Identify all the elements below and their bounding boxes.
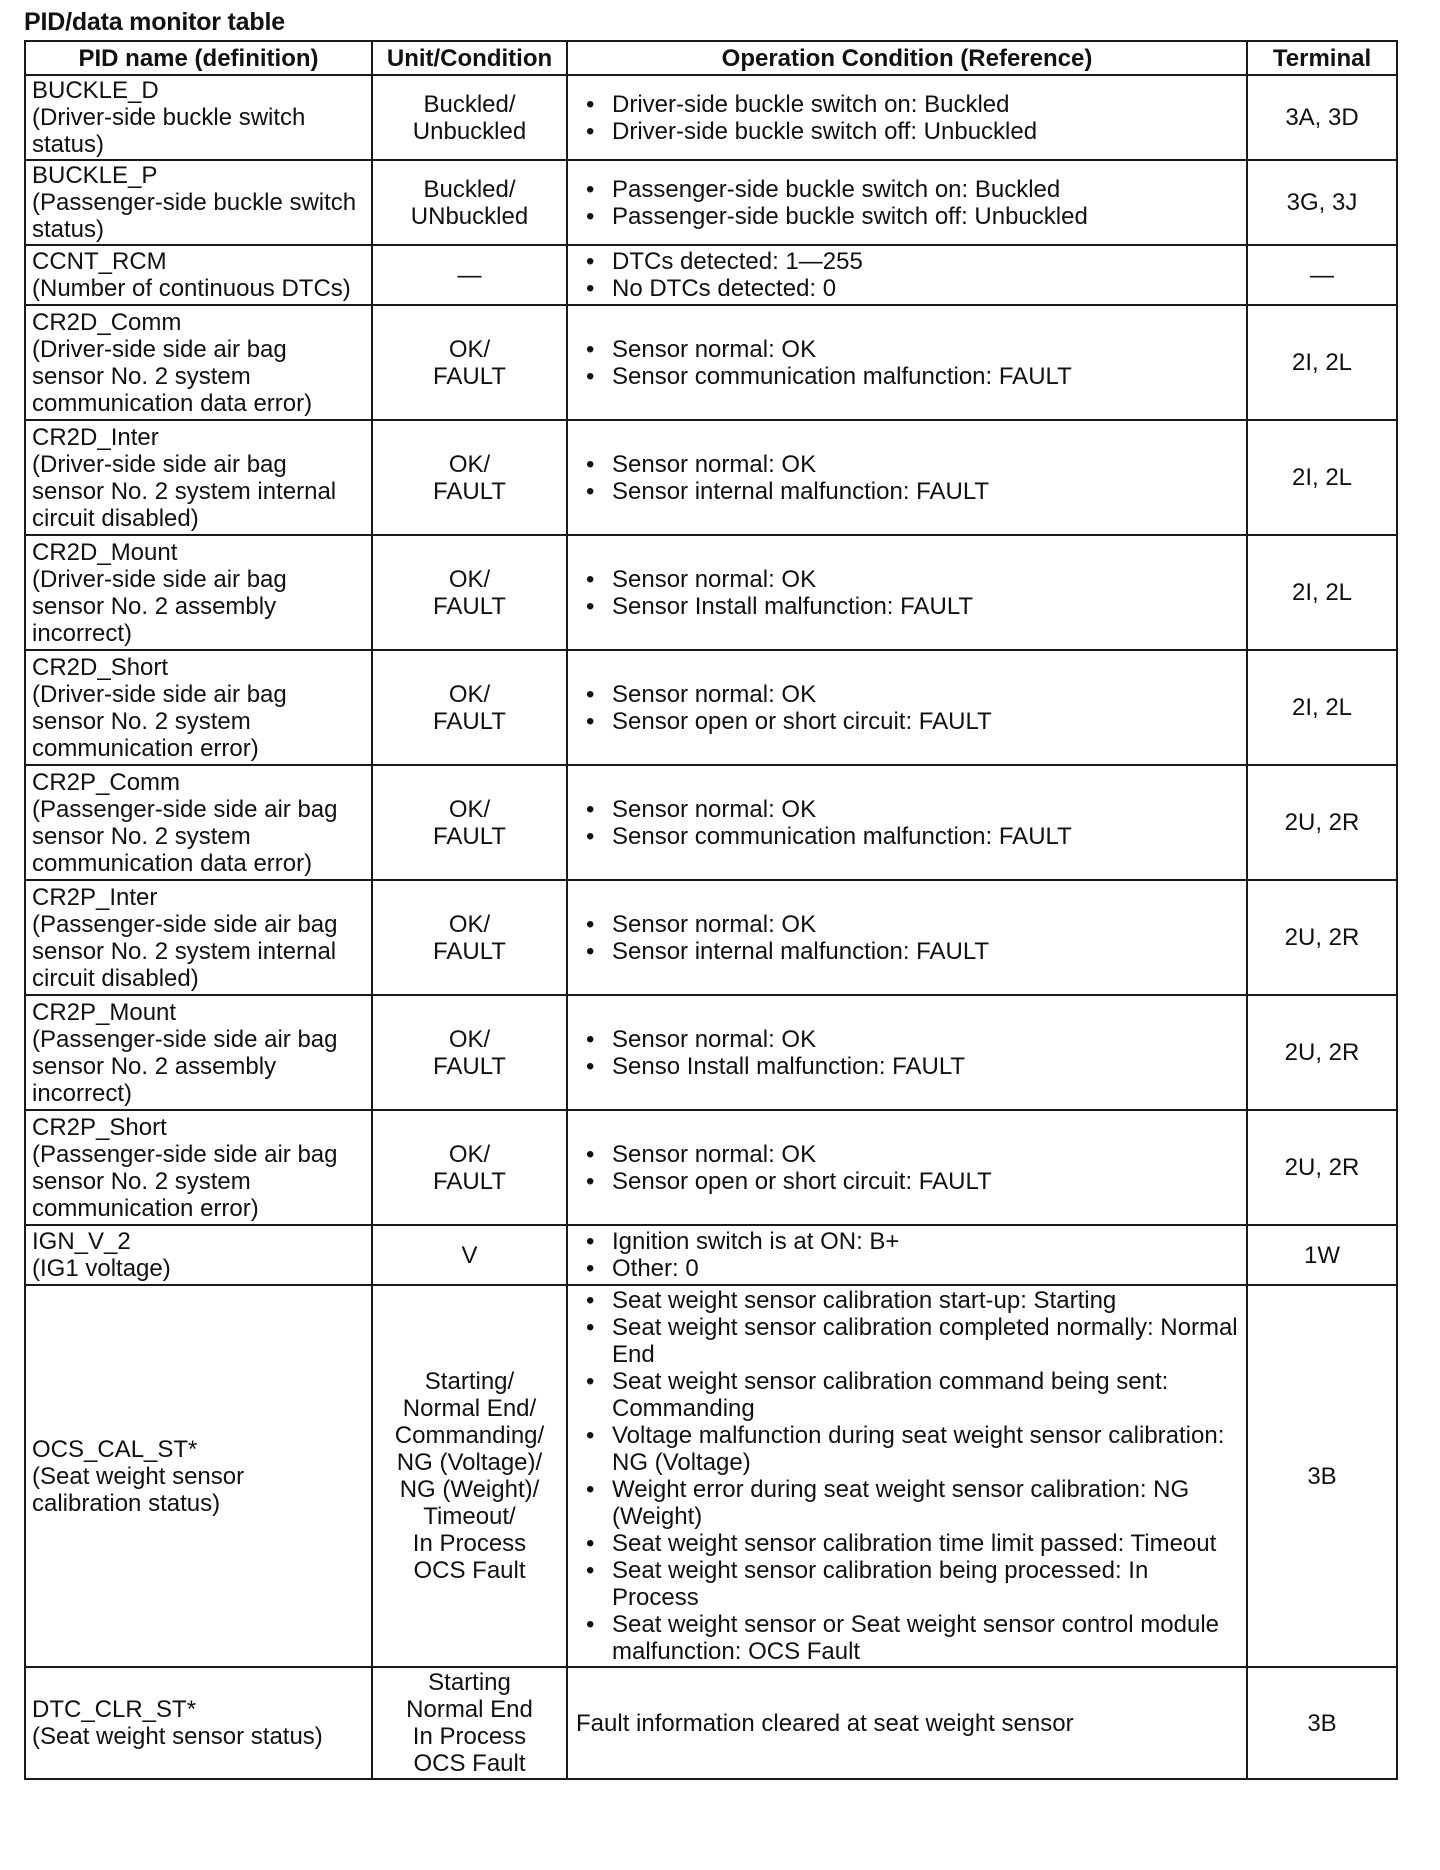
operation-cell <box>567 245 1247 305</box>
table-row <box>25 650 1397 765</box>
condition-item: • Passenger-side buckle switch off: Unbuckled <box>580 203 1240 230</box>
pid-definition: sensor No. 2 system <box>32 707 251 735</box>
terminal-cell: 1W <box>1247 1225 1397 1285</box>
terminal-cell: 2I, 2L <box>1247 305 1397 420</box>
operation-cell <box>567 535 1247 650</box>
terminal-cell: — <box>1247 245 1397 305</box>
pid-definition: status) <box>32 131 105 158</box>
pid-definition: (Driver-side buckle switch <box>32 104 306 131</box>
pid-cell <box>25 880 372 995</box>
operation-cell <box>567 650 1247 765</box>
condition-item: • Sensor open or short circuit: FAULT <box>580 1168 1240 1195</box>
unit-cell: OK/ FAULT <box>372 650 567 765</box>
pid-definition: communication error) <box>32 1194 259 1222</box>
header-pid-name: PID name (definition) <box>25 41 372 75</box>
unit-cell: Buckled/ Unbuckled <box>372 75 567 160</box>
terminal-cell: 2I, 2L <box>1247 650 1397 765</box>
pid-definition: circuit disabled) <box>32 504 199 532</box>
pid-cell <box>25 1667 372 1779</box>
pid-name: CCNT_RCM <box>32 248 167 275</box>
operation-cell <box>567 420 1247 535</box>
pid-cell <box>25 75 372 160</box>
unit-cell: OK/ FAULT <box>372 995 567 1110</box>
condition-item: • Sensor Install malfunction: FAULT <box>580 593 1240 620</box>
terminal-cell: 3A, 3D <box>1247 75 1397 160</box>
condition-item: • Sensor open or short circuit: FAULT <box>580 708 1240 735</box>
header-operation-condition: Operation Condition (Reference) <box>567 41 1247 75</box>
pid-definition: (Passenger-side side air bag <box>32 1140 338 1168</box>
operation-cell <box>567 1110 1247 1225</box>
condition-item: • Sensor internal malfunction: FAULT <box>580 478 1240 505</box>
pid-definition: sensor No. 2 system <box>32 822 251 850</box>
operation-cell <box>567 995 1247 1110</box>
pid-definition: sensor No. 2 assembly <box>32 1052 277 1080</box>
terminal-cell: 2U, 2R <box>1247 765 1397 880</box>
pid-definition: sensor No. 2 system <box>32 1167 251 1195</box>
pid-definition: (Passenger-side side air bag <box>32 910 338 938</box>
pid-cell <box>25 1110 372 1225</box>
operation-cell <box>567 1285 1247 1667</box>
condition-item: • Seat weight sensor calibration time limit passed: Timeout <box>580 1530 1240 1557</box>
pid-definition: sensor No. 2 system <box>32 362 251 390</box>
table-row <box>25 765 1397 880</box>
condition-item: • Seat weight sensor calibration being processed: In Process <box>580 1557 1240 1611</box>
pid-name: CR2D_Comm <box>32 308 182 336</box>
condition-item: • No DTCs detected: 0 <box>580 275 1240 302</box>
pid-cell <box>25 305 372 420</box>
table-row <box>25 1667 1397 1779</box>
condition-item: • Sensor normal: OK <box>580 911 1240 938</box>
header-unit-condition: Unit/Condition <box>372 41 567 75</box>
pid-definition: (Passenger-side buckle switch <box>32 189 357 216</box>
operation-cell <box>567 305 1247 420</box>
pid-cell <box>25 420 372 535</box>
header-terminal: Terminal <box>1247 41 1397 75</box>
pid-definition: communication error) <box>32 734 259 762</box>
condition-item: • Sensor normal: OK <box>580 796 1240 823</box>
pid-cell <box>25 765 372 880</box>
pid-definition: (IG1 voltage) <box>32 1255 171 1282</box>
condition-item: • Sensor normal: OK <box>580 451 1240 478</box>
pid-name: CR2P_Short <box>32 1113 167 1141</box>
terminal-cell: 2U, 2R <box>1247 995 1397 1110</box>
unit-cell: OK/ FAULT <box>372 420 567 535</box>
pid-cell <box>25 245 372 305</box>
operation-cell <box>567 160 1247 245</box>
condition-item: • Sensor communication malfunction: FAULT <box>580 823 1240 850</box>
pid-definition: (Driver-side side air bag <box>32 450 287 478</box>
pid-name: CR2D_Short <box>32 653 169 681</box>
condition-item: • Sensor normal: OK <box>580 1026 1240 1053</box>
unit-cell: OK/ FAULT <box>372 765 567 880</box>
table-row <box>25 1110 1397 1225</box>
pid-name: CR2P_Inter <box>32 883 158 911</box>
unit-cell: OK/ FAULT <box>372 1110 567 1225</box>
pid-definition: (Seat weight sensor <box>32 1462 245 1490</box>
condition-item: • Sensor communication malfunction: FAULT <box>580 363 1240 390</box>
pid-name: BUCKLE_D <box>32 77 159 104</box>
operation-cell <box>567 75 1247 160</box>
pid-definition: calibration status) <box>32 1489 221 1517</box>
pid-monitor-table <box>24 40 1398 1780</box>
pid-definition: communication data error) <box>32 849 313 877</box>
pid-definition: incorrect) <box>32 1079 133 1107</box>
condition-item: • Sensor normal: OK <box>580 566 1240 593</box>
operation-cell <box>567 1225 1247 1285</box>
unit-cell: Starting/ Normal End/ Commanding/ NG (Voltage)/ NG (Weight)/ Timeout/ In Process OCS Fault <box>372 1285 567 1667</box>
table-row <box>25 880 1397 995</box>
table-row <box>25 75 1397 160</box>
pid-cell <box>25 995 372 1110</box>
terminal-cell: 2I, 2L <box>1247 420 1397 535</box>
table-row <box>25 535 1397 650</box>
table-row <box>25 420 1397 535</box>
pid-name: CR2P_Mount <box>32 998 177 1026</box>
table-header-row <box>25 41 1397 75</box>
pid-cell <box>25 1225 372 1285</box>
pid-definition: (Passenger-side side air bag <box>32 795 338 823</box>
pid-definition: (Driver-side side air bag <box>32 565 287 593</box>
table-row <box>25 305 1397 420</box>
condition-item: • Voltage malfunction during seat weight sensor calibration: NG (Voltage) <box>580 1422 1240 1476</box>
pid-definition: sensor No. 2 assembly <box>32 592 277 620</box>
unit-cell: V <box>372 1225 567 1285</box>
table-row <box>25 1285 1397 1667</box>
pid-name: CR2D_Mount <box>32 538 178 566</box>
table-row <box>25 245 1397 305</box>
pid-definition: incorrect) <box>32 619 133 647</box>
condition-item: • Ignition switch is at ON: B+ <box>580 1228 1240 1255</box>
condition-item: • Driver-side buckle switch off: Unbuckled <box>580 118 1240 145</box>
table-title: PID/data monitor table <box>24 8 285 36</box>
pid-cell <box>25 160 372 245</box>
pid-definition: (Driver-side side air bag <box>32 335 287 363</box>
pid-name: DTC_CLR_ST* <box>32 1696 197 1723</box>
terminal-cell: 2I, 2L <box>1247 535 1397 650</box>
pid-definition: (Number of continuous DTCs) <box>32 275 351 302</box>
condition-item: • Sensor normal: OK <box>580 1141 1240 1168</box>
condition-item: • Seat weight sensor or Seat weight sensor control module malfunction: OCS Fault <box>580 1611 1240 1665</box>
pid-definition: sensor No. 2 system internal <box>32 937 337 965</box>
pid-definition: (Driver-side side air bag <box>32 680 287 708</box>
terminal-cell: 3B <box>1247 1285 1397 1667</box>
unit-cell: Buckled/ UNbuckled <box>372 160 567 245</box>
pid-cell <box>25 535 372 650</box>
condition-item: • Sensor normal: OK <box>580 336 1240 363</box>
unit-cell: OK/ FAULT <box>372 880 567 995</box>
table-row <box>25 995 1397 1110</box>
condition-item: • Senso Install malfunction: FAULT <box>580 1053 1240 1080</box>
pid-definition: sensor No. 2 system internal <box>32 477 337 505</box>
terminal-cell: 3B <box>1247 1667 1397 1779</box>
condition-item: • Passenger-side buckle switch on: Buckled <box>580 176 1240 203</box>
condition-item: • Sensor internal malfunction: FAULT <box>580 938 1240 965</box>
pid-name: CR2P_Comm <box>32 768 181 796</box>
condition-item: • Seat weight sensor calibration start-up: Starting <box>580 1287 1240 1314</box>
operation-cell <box>567 880 1247 995</box>
condition-item: • Other: 0 <box>580 1255 1240 1282</box>
pid-definition: (Seat weight sensor status) <box>32 1723 323 1750</box>
pid-name: IGN_V_2 <box>32 1228 131 1255</box>
table-row <box>25 160 1397 245</box>
terminal-cell: 2U, 2R <box>1247 880 1397 995</box>
pid-definition: circuit disabled) <box>32 964 199 992</box>
pid-definition: status) <box>32 216 105 243</box>
pid-name: OCS_CAL_ST* <box>32 1435 198 1463</box>
operation-cell: Fault information cleared at seat weight sensor <box>567 1667 1247 1779</box>
pid-definition: (Passenger-side side air bag <box>32 1025 338 1053</box>
condition-item: • Weight error during seat weight sensor calibration: NG (Weight) <box>580 1476 1240 1530</box>
pid-definition: communication data error) <box>32 389 313 417</box>
operation-cell <box>567 765 1247 880</box>
pid-name: BUCKLE_P <box>32 162 158 189</box>
table-row <box>25 1225 1397 1285</box>
terminal-cell: 2U, 2R <box>1247 1110 1397 1225</box>
condition-item: • DTCs detected: 1—255 <box>580 248 1240 275</box>
unit-cell: OK/ FAULT <box>372 535 567 650</box>
terminal-cell: 3G, 3J <box>1247 160 1397 245</box>
pid-cell <box>25 1285 372 1667</box>
condition-item: • Driver-side buckle switch on: Buckled <box>580 91 1240 118</box>
condition-item: • Sensor normal: OK <box>580 681 1240 708</box>
condition-item: • Seat weight sensor calibration command being sent: Commanding <box>580 1368 1240 1422</box>
pid-name: CR2D_Inter <box>32 423 159 451</box>
condition-item: • Seat weight sensor calibration completed normally: Normal End <box>580 1314 1240 1368</box>
pid-cell <box>25 650 372 765</box>
unit-cell: — <box>372 245 567 305</box>
unit-cell: Starting Normal End In Process OCS Fault <box>372 1667 567 1779</box>
unit-cell: OK/ FAULT <box>372 305 567 420</box>
